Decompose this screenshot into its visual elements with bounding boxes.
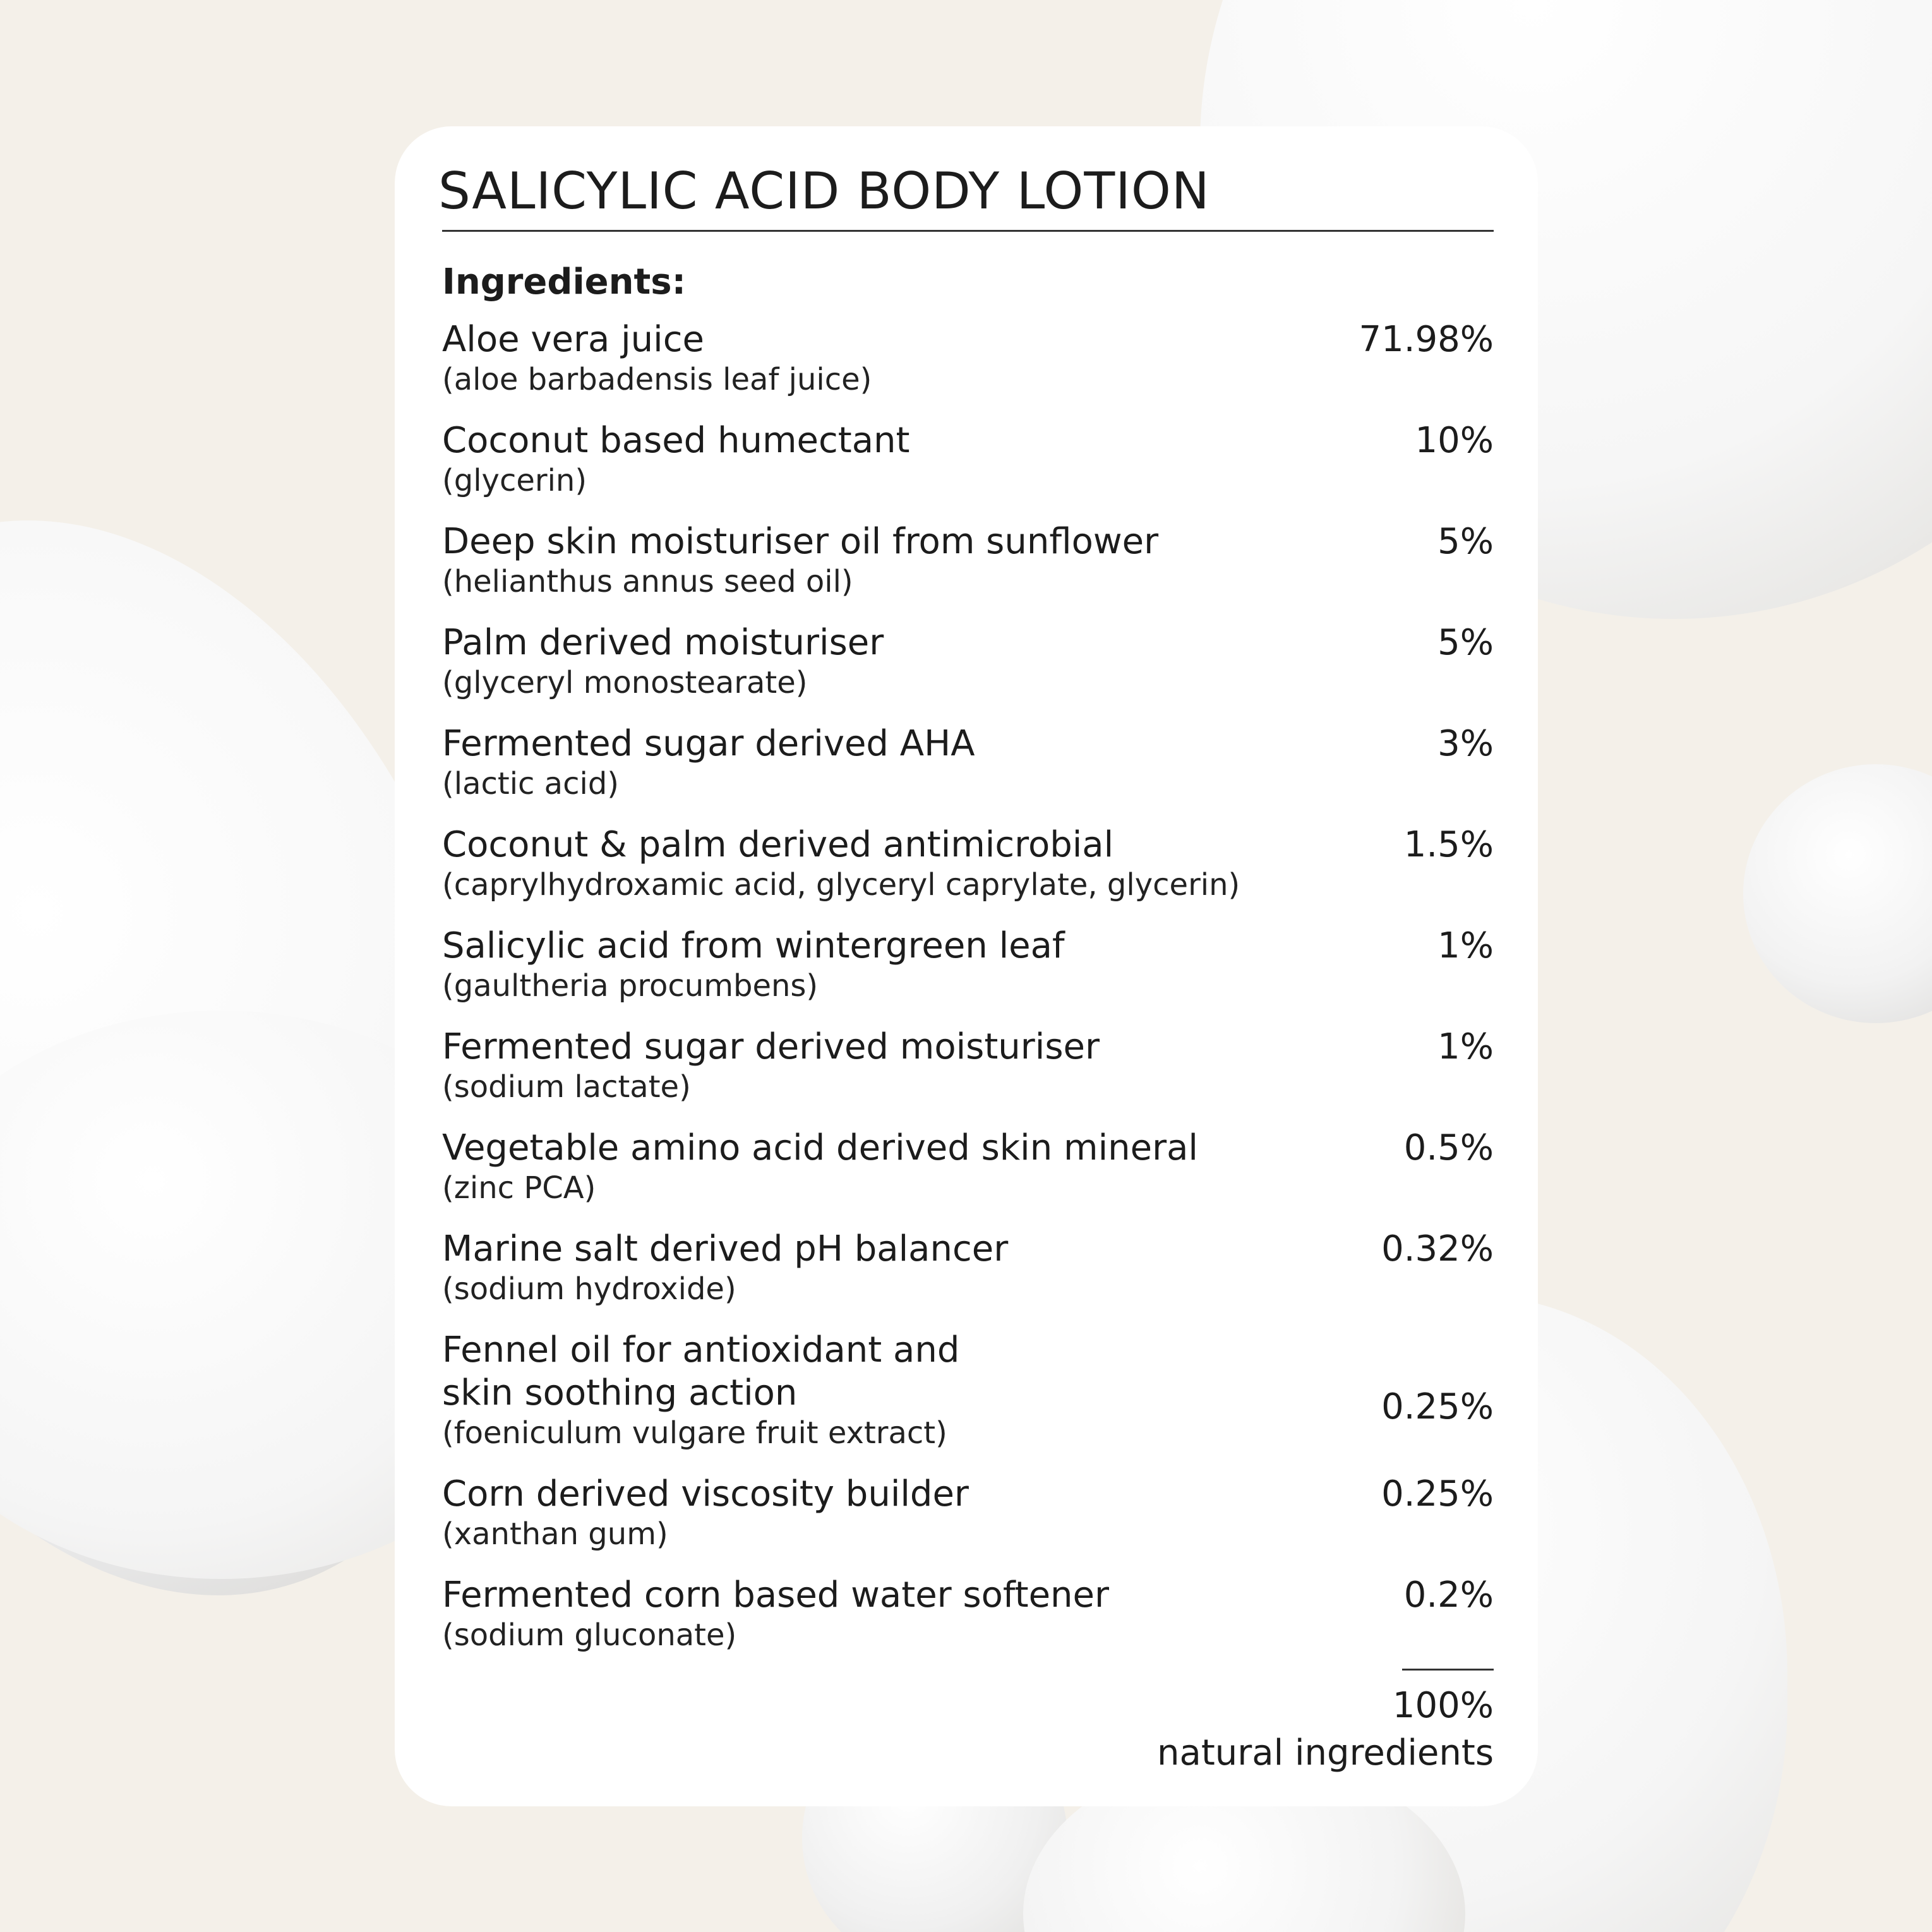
ingredient-row bbox=[442, 520, 1494, 621]
ingredient-percent: 0.32% bbox=[1381, 1228, 1494, 1269]
ingredient-inci: (sodium lactate) bbox=[442, 1069, 691, 1105]
ingredient-name: Palm derived moisturiser bbox=[442, 622, 884, 663]
ingredient-name: Corn derived viscosity builder bbox=[442, 1473, 969, 1515]
ingredient-percent: 5% bbox=[1437, 622, 1494, 663]
ingredient-row bbox=[442, 419, 1494, 520]
ingredient-name: Deep skin moisturiser oil from sunflower bbox=[442, 521, 1159, 562]
ingredient-inci: (zinc PCA) bbox=[442, 1170, 596, 1206]
ingredient-row bbox=[442, 621, 1494, 723]
ingredient-row bbox=[442, 1329, 1494, 1473]
ingredient-inci: (glycerin) bbox=[442, 463, 587, 498]
ingredient-inci: (aloe barbadensis leaf juice) bbox=[442, 362, 872, 397]
total-divider bbox=[1402, 1669, 1494, 1671]
ingredient-inci: (helianthus annus seed oil) bbox=[442, 564, 853, 599]
ingredient-percent: 0.2% bbox=[1403, 1575, 1494, 1616]
ingredient-percent: 5% bbox=[1437, 521, 1494, 562]
ingredient-name: Fermented sugar derived moisturiser bbox=[442, 1026, 1100, 1067]
ingredient-name: Vegetable amino acid derived skin mineral bbox=[442, 1127, 1198, 1168]
ingredient-inci: (glyceryl monostearate) bbox=[442, 665, 808, 700]
ingredient-name: Aloe vera juice bbox=[442, 319, 704, 360]
total-percent: 100% bbox=[1392, 1685, 1494, 1726]
total-block bbox=[442, 1682, 1494, 1777]
ingredient-percent: 1% bbox=[1437, 925, 1494, 966]
ingredient-inci: (gaultheria procumbens) bbox=[442, 968, 819, 1004]
ingredient-row bbox=[442, 1228, 1494, 1329]
ingredients-card bbox=[395, 126, 1538, 1806]
product-title: SALICYLIC ACID BODY LOTION bbox=[438, 162, 1210, 220]
ingredient-name: Fennel oil for antioxidant and skin soothing action bbox=[442, 1329, 960, 1413]
ingredient-inci: (foeniculum vulgare fruit extract) bbox=[442, 1415, 947, 1451]
ingredient-row bbox=[442, 723, 1494, 824]
ingredient-name: Coconut & palm derived antimicrobial bbox=[442, 824, 1114, 865]
ingredient-inci: (xanthan gum) bbox=[442, 1516, 668, 1552]
ingredient-percent: 1.5% bbox=[1403, 824, 1494, 865]
ingredients-heading: Ingredients: bbox=[442, 261, 687, 303]
ingredient-percent: 10% bbox=[1415, 420, 1494, 461]
ingredient-percent: 1% bbox=[1437, 1026, 1494, 1067]
ingredient-percent: 0.25% bbox=[1381, 1473, 1494, 1515]
ingredient-percent: 71.98% bbox=[1359, 319, 1494, 360]
title-divider bbox=[442, 230, 1494, 232]
ingredient-row bbox=[442, 1026, 1494, 1127]
ingredient-name: Fermented corn based water softener bbox=[442, 1575, 1110, 1616]
ingredient-row bbox=[442, 1473, 1494, 1574]
ingredients-list bbox=[442, 318, 1494, 1675]
ingredient-name: Coconut based humectant bbox=[442, 420, 910, 461]
ingredient-inci: (sodium gluconate) bbox=[442, 1617, 737, 1653]
ingredient-inci: (lactic acid) bbox=[442, 766, 620, 801]
total-label: natural ingredients bbox=[1157, 1732, 1494, 1773]
ingredient-inci: (sodium hydroxide) bbox=[442, 1271, 736, 1307]
ingredient-name: Fermented sugar derived AHA bbox=[442, 723, 975, 764]
ingredient-name: Salicylic acid from wintergreen leaf bbox=[442, 925, 1065, 966]
lotion-droplet bbox=[1743, 764, 1932, 1023]
ingredient-percent: 3% bbox=[1437, 723, 1494, 764]
ingredient-row bbox=[442, 1127, 1494, 1228]
ingredient-inci: (caprylhydroxamic acid, glyceryl caprylate, glycerin) bbox=[442, 867, 1240, 903]
ingredient-percent: 0.25% bbox=[1381, 1386, 1494, 1427]
ingredient-row bbox=[442, 824, 1494, 925]
ingredient-row bbox=[442, 318, 1494, 419]
ingredient-row bbox=[442, 1574, 1494, 1675]
ingredient-row bbox=[442, 925, 1494, 1026]
ingredient-name: Marine salt derived pH balancer bbox=[442, 1228, 1009, 1269]
ingredient-percent: 0.5% bbox=[1403, 1127, 1494, 1168]
